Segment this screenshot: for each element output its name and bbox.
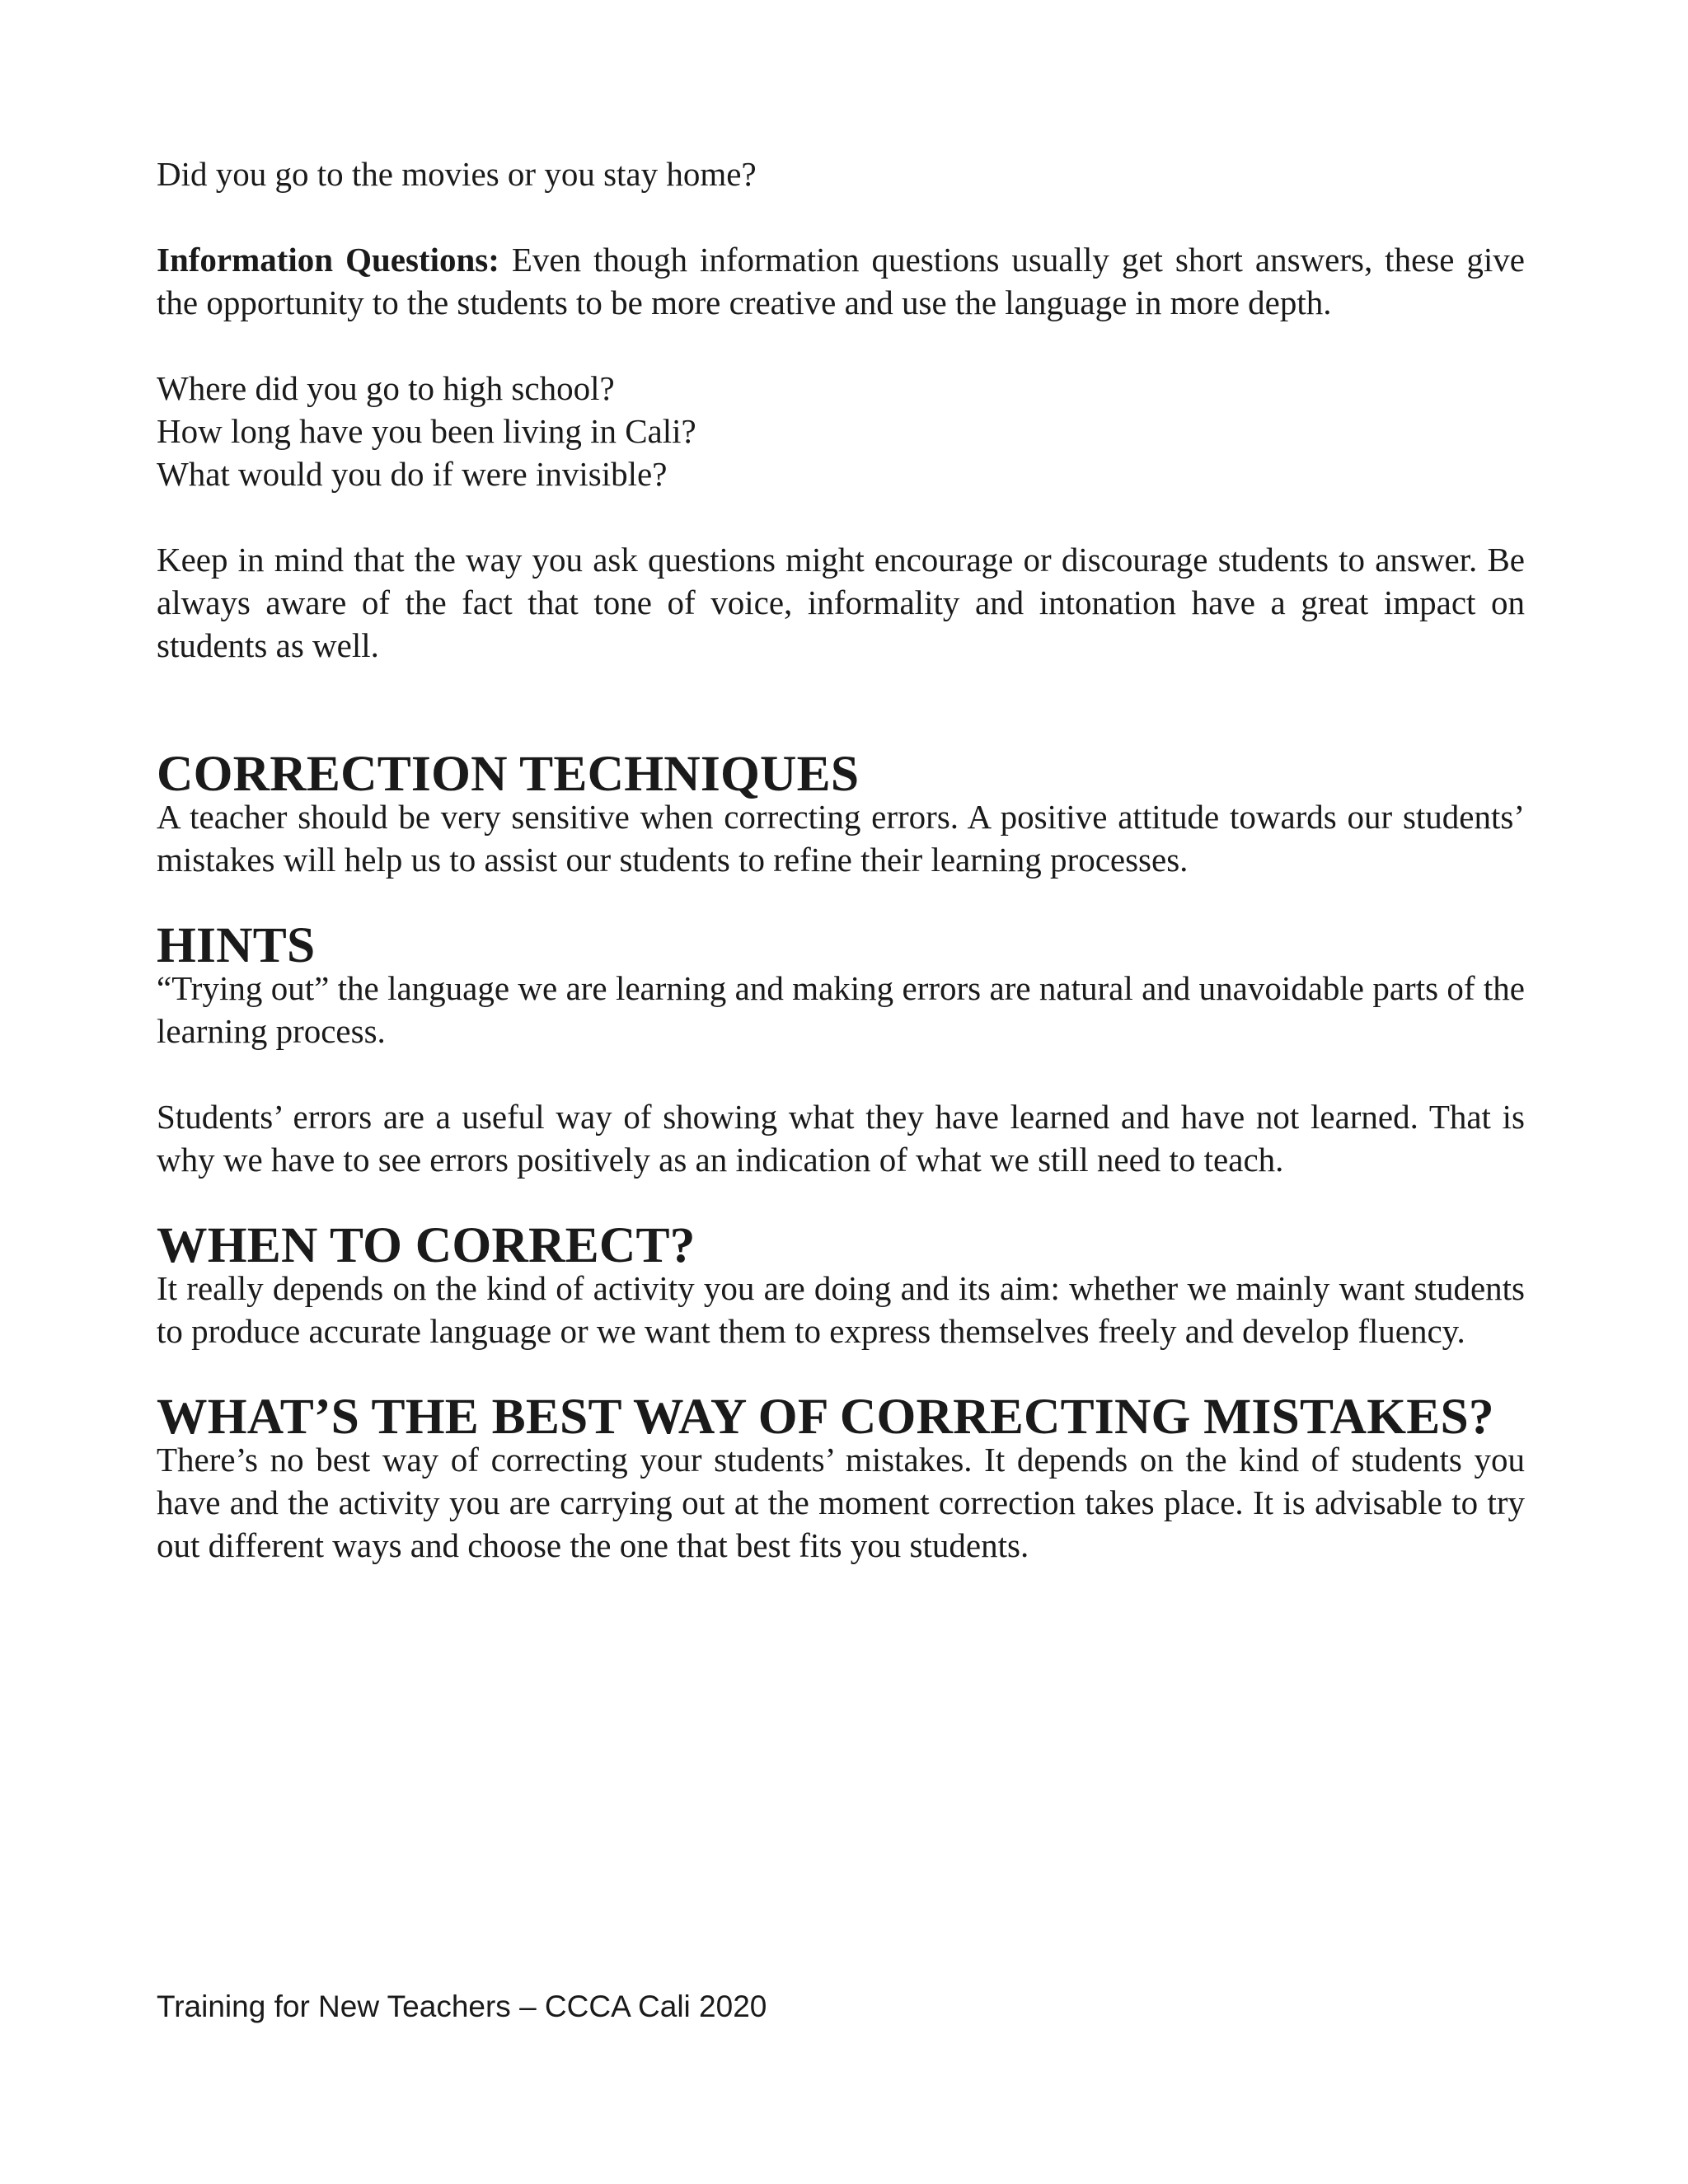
hints-heading: HINTS bbox=[157, 917, 316, 973]
spacer bbox=[157, 667, 1525, 752]
spacer bbox=[157, 1052, 1525, 1095]
info-questions-paragraph bbox=[157, 238, 1525, 324]
keep-in-mind-paragraph: Keep in mind that the way you ask questions might encourage or discourage students to answer. Be always aware of the fact that tone of voice, informality and intonation have a great impact on students as well. bbox=[157, 541, 1525, 664]
when-to-correct-heading: WHEN TO CORRECT? bbox=[157, 1217, 696, 1273]
best-way-heading: WHAT’S THE BEST WAY OF CORRECTING MISTAKES? bbox=[157, 1389, 1494, 1445]
hints-paragraph: “Trying out” the language we are learning and making errors are natural and unavoidable parts of the learning process. bbox=[157, 969, 1525, 1050]
example-question: How long have you been living in Cali? bbox=[157, 412, 696, 450]
spacer bbox=[157, 195, 1525, 238]
info-questions-text: Even though information questions usually get short answers, these give the opportunity to the students to be more creative and use the language in more depth. bbox=[157, 241, 1525, 321]
example-questions-list bbox=[157, 367, 1525, 495]
info-questions-label: Information Questions: bbox=[157, 241, 499, 279]
page-footer: Training for New Teachers – CCCA Cali 2020 bbox=[157, 1990, 767, 2023]
spacer bbox=[157, 495, 1525, 538]
intro-question: Did you go to the movies or you stay home? bbox=[157, 155, 757, 193]
example-question: What would you do if were invisible? bbox=[157, 455, 668, 493]
document-body bbox=[157, 152, 1525, 1567]
best-way-text: There’s no best way of correcting your students’ mistakes. It depends on the kind of students you have and the activity you are carrying out at the moment correction takes place. It is advisable to try out different ways and choose the one that best fits you students. bbox=[157, 1441, 1525, 1564]
correction-techniques-text: A teacher should be very sensitive when correcting errors. A positive attitude towards our students’ mistakes will help us to assist our students to refine their learning processes. bbox=[157, 798, 1525, 879]
spacer bbox=[157, 324, 1525, 367]
correction-techniques-heading: CORRECTION TECHNIQUES bbox=[157, 746, 860, 802]
when-to-correct-text: It really depends on the kind of activity you are doing and its aim: whether we mainly want students to produce accurate language or we want them to express themselves freely and develop fluency. bbox=[157, 1269, 1525, 1350]
example-question: Where did you go to high school? bbox=[157, 369, 615, 407]
hints-paragraph: Students’ errors are a useful way of showing what they have learned and have not learned. That is why we have to see errors positively as an indication of what we still need to teach. bbox=[157, 1098, 1525, 1179]
spacer bbox=[157, 881, 1525, 924]
